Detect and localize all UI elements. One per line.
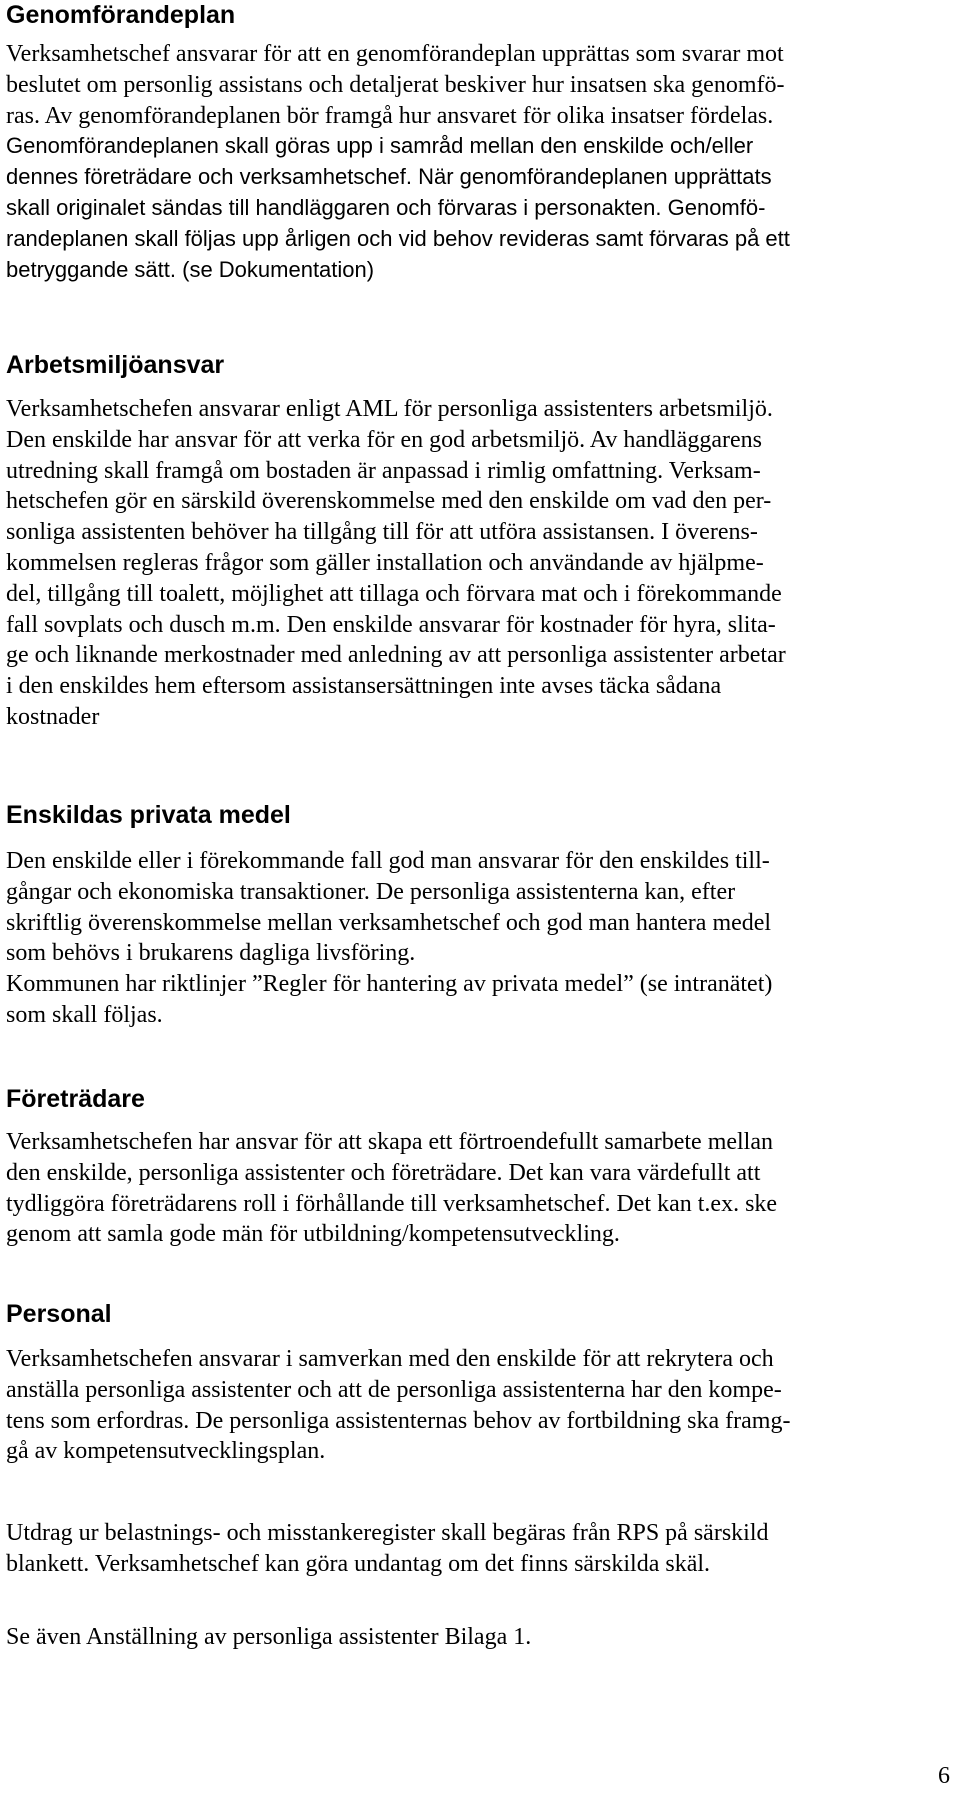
text-line: dennes företrädare och verksamhetschef. När genomförandeplanen upprättats: [6, 164, 772, 190]
text-line: del, tillgång till toalett, möjlighet att tillaga och förvara mat och i förekommande: [6, 580, 782, 607]
text-line: tydliggöra företrädarens roll i förhållande till verksamhetschef. Det kan t.ex. ske: [6, 1190, 778, 1217]
paragraph-genomforandeplan: [6, 39, 790, 285]
text-line: blankett. Verksamhetschef kan göra undantag om det finns särskilda skäl.: [6, 1550, 711, 1577]
section-heading-foretradare: Företrädare: [6, 1085, 145, 1113]
text-line: Utdrag ur belastnings- och misstankeregister skall begäras från RPS på särskild: [6, 1520, 769, 1546]
text-line: i den enskildes hem eftersom assistansersättningen inte avses täcka sådana: [6, 673, 722, 700]
text-line: tens som erfordras. De personliga assistenternas behov av fortbildning ska framg-: [6, 1407, 791, 1434]
text-line: Den enskilde eller i förekommande fall god man ansvarar för den enskildes till-: [6, 848, 770, 874]
paragraph-enskildas-privata-medel: [6, 846, 772, 1031]
text-line: beslutet om personlig assistans och detaljerat beskiver hur insatsen ska genomfö-: [6, 71, 785, 98]
text-line: Kommunen har riktlinjer ”Regler för hantering av privata medel” (se intranätet): [6, 971, 773, 998]
text-line: den enskilde, personliga assistenter och företrädare. Det kan vara värdefullt att: [6, 1159, 761, 1186]
text-line: som skall följas.: [6, 1001, 163, 1028]
text-line: genom att samla gode män för utbildning/kompetensutveckling.: [6, 1221, 620, 1248]
text-line: Genomförandeplanen skall göras upp i samråd mellan den enskilde och/eller: [6, 133, 754, 159]
paragraph-foretradare: [6, 1127, 777, 1250]
text-line: randeplanen skall följas upp årligen och vid behov revideras samt förvaras på ett: [6, 225, 790, 251]
section-heading-arbetsmiljoansvar: Arbetsmiljöansvar: [6, 351, 225, 379]
text-line: Se även Anställning av personliga assistenter Bilaga 1.: [6, 1624, 532, 1650]
section-heading-personal: Personal: [6, 1300, 112, 1328]
text-line: kostnader: [6, 703, 100, 730]
text-line: anställa personliga assistenter och att de personliga assistenterna har den kompe-: [6, 1376, 782, 1403]
text-line: skriftlig överenskommelse mellan verksamhetschef och god man hantera medel: [6, 909, 772, 936]
paragraph-personal-1: [6, 1344, 790, 1467]
text-line: sonliga assistenten behöver ha tillgång till för att utföra assistansen. I överens-: [6, 519, 758, 546]
text-line: Den enskilde har ansvar för att verka för en god arbetsmiljö. Av handläggarens: [6, 426, 762, 453]
text-line: kommelsen regleras frågor som gäller installation och användande av hjälpme-: [6, 549, 764, 576]
text-line: ras. Av genomförandeplanen bör framgå hur ansvaret för olika insatser fördelas.: [6, 102, 774, 129]
paragraph-personal-3: [6, 1622, 531, 1653]
text-line: betryggande sätt. (se Dokumentation): [6, 256, 375, 282]
section-heading-genomforandeplan: Genomförandeplan: [6, 1, 236, 29]
text-line: gå av kompetensutvecklingsplan.: [6, 1438, 326, 1465]
text-line: Verksamhetschefen har ansvar för att skapa ett förtroendefullt samarbete mellan: [6, 1129, 774, 1155]
paragraph-personal-2: [6, 1518, 769, 1580]
text-line: Verksamhetschefen ansvarar enligt AML för personliga assistenters arbetsmiljö.: [6, 396, 773, 422]
paragraph-arbetsmiljoansvar: [6, 394, 786, 733]
text-line: Verksamhetschef ansvarar för att en genomförandeplan upprättas som svarar mot: [6, 41, 784, 67]
text-line: fall sovplats och dusch m.m. Den enskilde ansvarar för kostnader för hyra, slita-: [6, 611, 776, 638]
text-line: Verksamhetschefen ansvarar i samverkan med den enskilde för att rekrytera och: [6, 1346, 774, 1372]
page-number: 6: [938, 1763, 950, 1789]
text-line: gångar och ekonomiska transaktioner. De personliga assistenterna kan, efter: [6, 878, 736, 905]
text-line: skall originalet sändas till handläggaren och förvaras i personakten. Genomfö-: [6, 194, 766, 220]
text-line: som behövs i brukarens dagliga livsföring.: [6, 940, 416, 967]
text-line: hetschefen gör en särskild överenskommelse med den enskilde om vad den per-: [6, 488, 772, 515]
section-heading-enskildas-privata-medel: Enskildas privata medel: [6, 801, 291, 829]
text-line: ge och liknande merkostnader med anledning av att personliga assistenter arbetar: [6, 642, 786, 669]
text-line: utredning skall framgå om bostaden är anpassad i rimlig omfattning. Verksam-: [6, 457, 761, 484]
